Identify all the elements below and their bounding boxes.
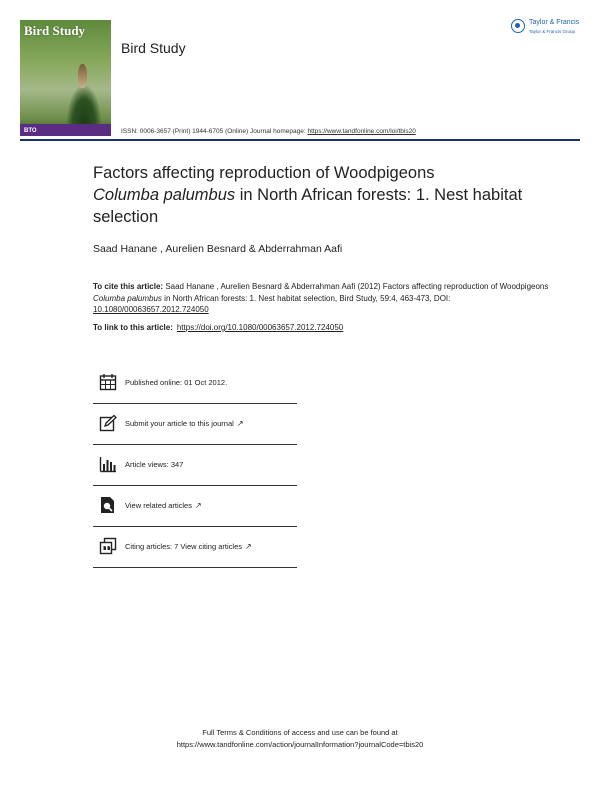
citing-articles-text: Citing articles: 7 View citing articles (125, 542, 242, 551)
related-articles-row[interactable] (93, 486, 297, 527)
terms-footer-line1: Full Terms & Conditions of access and use can be found at (202, 728, 398, 737)
citation-text-b: in North African forests: 1. Nest habitat selection, Bird Study, 59:4, 463-473, DOI: (161, 293, 451, 303)
terms-footer (0, 727, 600, 750)
header-divider (20, 139, 580, 141)
published-online-row (93, 363, 297, 404)
cover-bird (78, 64, 87, 88)
terms-footer-link[interactable]: https://www.tandfonline.com/action/journalInformation?journalCode=tbis20 (176, 739, 424, 749)
external-link-icon: ↗ (245, 542, 252, 551)
published-online-text: Published online: 01 Oct 2012. (125, 378, 228, 387)
article-authors: Saad Hanane , Aurelien Besnard & Abderrahman Aafi (93, 243, 343, 255)
article-link-label: To link to this article: (93, 323, 173, 332)
citing-articles-link[interactable] (125, 542, 252, 551)
calendar-icon (99, 373, 117, 391)
article-title (93, 162, 553, 228)
citation-icon (99, 537, 117, 555)
issn-line (121, 128, 416, 135)
citation-species: Columba palumbus (93, 293, 162, 303)
cover-publisher-mark: BTO (24, 128, 37, 134)
journal-cover-image (20, 20, 111, 136)
publisher-logo-icon (511, 19, 525, 33)
submit-article-link[interactable] (125, 419, 244, 428)
journal-name: Bird Study (121, 40, 186, 56)
external-link-icon: ↗ (236, 419, 244, 428)
document-search-icon (99, 496, 117, 514)
citing-articles-row[interactable] (93, 527, 297, 568)
issn-text: ISSN: 0006-3657 (Print) 1944-6705 (Online) Journal homepage: (121, 128, 308, 135)
bar-chart-icon (99, 455, 117, 473)
article-link-line (93, 323, 343, 332)
article-views-row (93, 445, 297, 486)
publisher-logo-name: Taylor & Francis (529, 19, 580, 26)
doi-link[interactable]: 10.1080/00063657.2012.724050 (93, 305, 209, 314)
submit-article-text: Submit your article to this journal (125, 419, 234, 428)
related-articles-text: View related articles (125, 501, 192, 510)
citation-text-a: Saad Hanane , Aurelien Besnard & Abderrahman Aafi (2012) Factors affecting reproduction of Woodpigeons (163, 282, 549, 291)
article-views-text: Article views: 347 (125, 460, 184, 469)
article-url-link[interactable]: https://doi.org/10.1080/00063657.2012.724050 (176, 323, 344, 332)
citation-label: To cite this article: (93, 282, 164, 291)
publisher-logo-sub: Taylor & Francis Group (529, 29, 576, 34)
citation-block (93, 281, 553, 316)
edit-icon (99, 414, 117, 432)
cover-bar (20, 124, 111, 136)
article-title-rest: in North African forests: 1. Nest habitat selection (93, 186, 523, 226)
journal-homepage-link[interactable]: https://www.tandfonline.com/loi/tbis20 (307, 128, 416, 135)
cover-title: Bird Study (24, 23, 86, 38)
article-title-line1: Factors affecting reproduction of Woodpigeons (93, 164, 435, 182)
publisher-logo[interactable] (511, 17, 585, 39)
article-title-species: Columba palumbus (93, 186, 236, 204)
external-link-icon: ↗ (194, 501, 202, 510)
submit-article-row[interactable] (93, 404, 297, 445)
related-articles-link[interactable] (125, 501, 202, 510)
